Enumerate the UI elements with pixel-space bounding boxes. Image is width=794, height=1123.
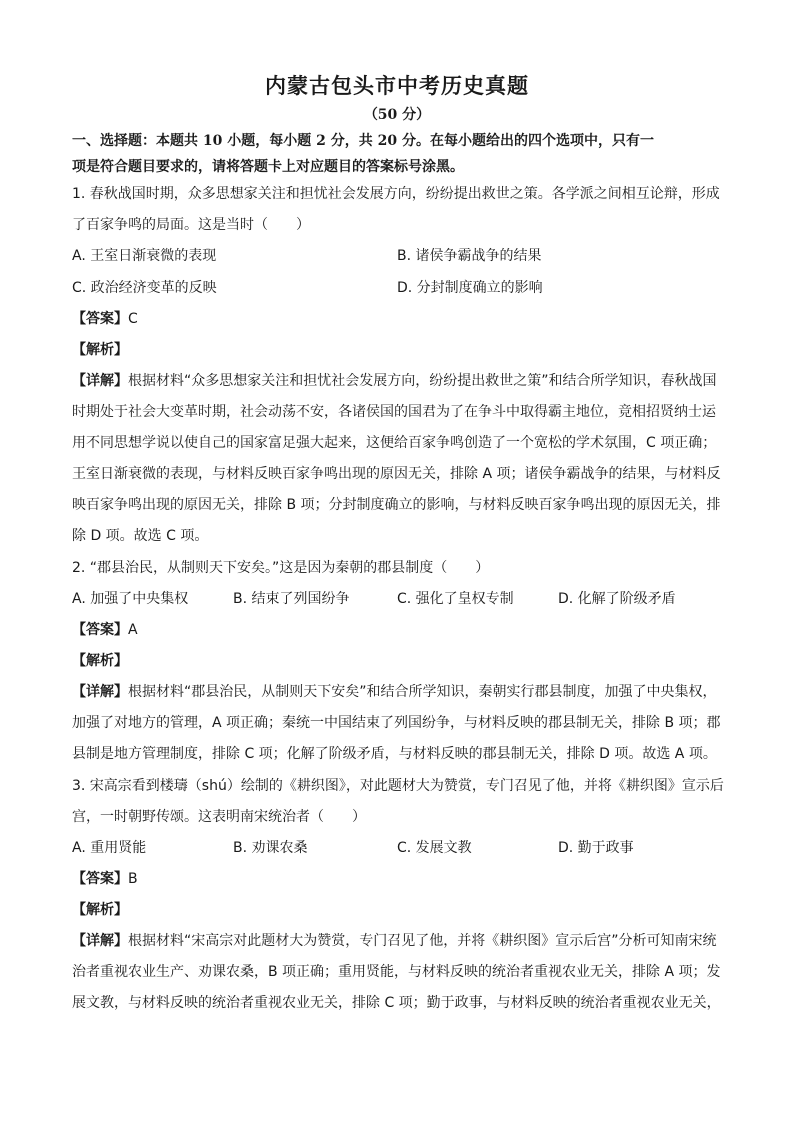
q1-detail-line-4: 王室日渐衰微的表现，与材料反映百家争鸣出现的原因无关，排除 A 项；诸侯争霸战争的结果，与材料反 (72, 466, 721, 482)
q3-answer-value: B (128, 871, 138, 887)
analysis-tag: 【解析】 (72, 342, 128, 358)
section-header-line-1: 一、选择题：本题共 10 小题，每小题 2 分，共 20 分。在每小题给出的四个选项中，只有一 (72, 133, 654, 149)
q1-option-d: D. 分封制度确立的影响 (397, 280, 543, 296)
q3-stem-line-1: 3. 宋高宗看到楼璹（shú）绘制的《耕织图》，对此题材大为赞赏，专门召见了他，并将《耕织图》宣示后 (72, 778, 724, 794)
q1-detail-line-3: 用不同思想学说以使自己的国家富足强大起来，这便给百家争鸣创造了一个宽松的学术氛围，C 项正确； (72, 435, 717, 451)
q3-option-a: A. 重用贤能 (72, 840, 147, 856)
q2-option-a: A. 加强了中央集权 (72, 591, 189, 607)
q1-option-a: A. 王室日渐衰微的表现 (72, 248, 217, 264)
q3-answer-row (72, 869, 727, 889)
analysis-tag: 【解析】 (72, 653, 128, 669)
q2-detail-text-1: 根据材料“郡县治民，从制则天下安矣”和结合所学知识，秦朝实行郡县制度，加强了中央集权， (128, 684, 717, 700)
q2-answer-value: A (128, 622, 138, 638)
q1-option-c: C. 政治经济变革的反映 (72, 280, 217, 296)
q2-option-b: B. 结束了列国纷争 (233, 591, 350, 607)
q1-detail-line-6: 除 D 项。故选 C 项。 (72, 528, 209, 544)
q3-analysis-row (72, 900, 727, 920)
q3-option-d: D. 勤于政事 (558, 840, 634, 856)
q3-option-b: B. 劝课农桑 (233, 840, 308, 856)
q1-analysis-row (72, 340, 727, 360)
q3-option-c: C. 发展文教 (397, 840, 472, 856)
q1-detail-line-1 (72, 371, 727, 391)
page-subtitle: （50 分） (363, 107, 431, 123)
q1-detail-text-1: 根据材料“众多思想家关注和担忧社会发展方向，纷纷提出救世之策”和结合所学知识，春秋战国 (128, 373, 717, 389)
q2-detail-line-2: 加强了对地方的管理，A 项正确；秦统一中国结束了列国纷争，与材料反映的郡县制无关，排除 B 项；郡 (72, 715, 721, 731)
q3-stem-line-2: 宫，一时朝野传颂。这表明南宋统治者（ ） (72, 809, 366, 825)
answer-tag: 【答案】 (72, 622, 128, 638)
q3-detail-line-2: 治者重视农业生产、劝课农桑，B 项正确；重用贤能，与材料反映的统治者重视农业无关，排除 A 项；发 (72, 964, 721, 980)
section-header-line-2: 项是符合题目要求的，请将答题卡上对应题目的答案标号涂黑。 (72, 159, 464, 175)
analysis-tag: 【解析】 (72, 902, 128, 918)
q3-detail-line-3: 展文教，与材料反映的统治者重视农业无关，排除 C 项；勤于政事，与材料反映的统治者重视农业无关， (72, 995, 721, 1011)
q1-answer-row (72, 309, 727, 329)
q3-detail-text-1: 根据材料“宋高宗对此题材大为赞赏，专门召见了他，并将《耕织图》宣示后宫”分析可知南宋统 (128, 933, 717, 949)
answer-tag: 【答案】 (72, 871, 128, 887)
q2-detail-line-3: 县制是地方管理制度，排除 C 项；化解了阶级矛盾，与材料反映的郡县制无关，排除 D 项。故选 A 项。 (72, 746, 717, 762)
q2-answer-row (72, 620, 727, 640)
page-title: 内蒙古包头市中考历史真题 (265, 73, 529, 98)
q2-option-c: C. 强化了皇权专制 (397, 591, 514, 607)
q1-stem-line-1: 1. 春秋战国时期，众多思想家关注和担忧社会发展方向，纷纷提出救世之策。各学派之间相互论辩，形成 (72, 186, 720, 202)
q1-detail-line-2: 时期处于社会大变革时期，社会动荡不安，各诸侯国的国君为了在争斗中取得霸主地位，竞相招贤纳士运 (72, 404, 716, 420)
detail-tag: 【详解】 (72, 933, 128, 949)
detail-tag: 【详解】 (72, 684, 128, 700)
q1-stem-line-2: 了百家争鸣的局面。这是当时（ ） (72, 217, 310, 233)
detail-tag: 【详解】 (72, 373, 128, 389)
answer-tag: 【答案】 (72, 311, 128, 327)
q1-answer-value: C (128, 311, 138, 327)
q2-stem-line-1: 2. “郡县治民，从制则天下安矣。”这是因为秦朝的郡县制度（ ） (72, 560, 490, 576)
q2-detail-line-1 (72, 682, 727, 702)
q2-option-d: D. 化解了阶级矛盾 (558, 591, 676, 607)
q1-detail-line-5: 映百家争鸣出现的原因无关，排除 B 项；分封制度确立的影响，与材料反映百家争鸣出现的原因无关，排 (72, 497, 721, 513)
q3-detail-line-1 (72, 931, 727, 951)
q1-option-b: B. 诸侯争霸战争的结果 (397, 248, 542, 264)
q2-analysis-row (72, 651, 727, 671)
